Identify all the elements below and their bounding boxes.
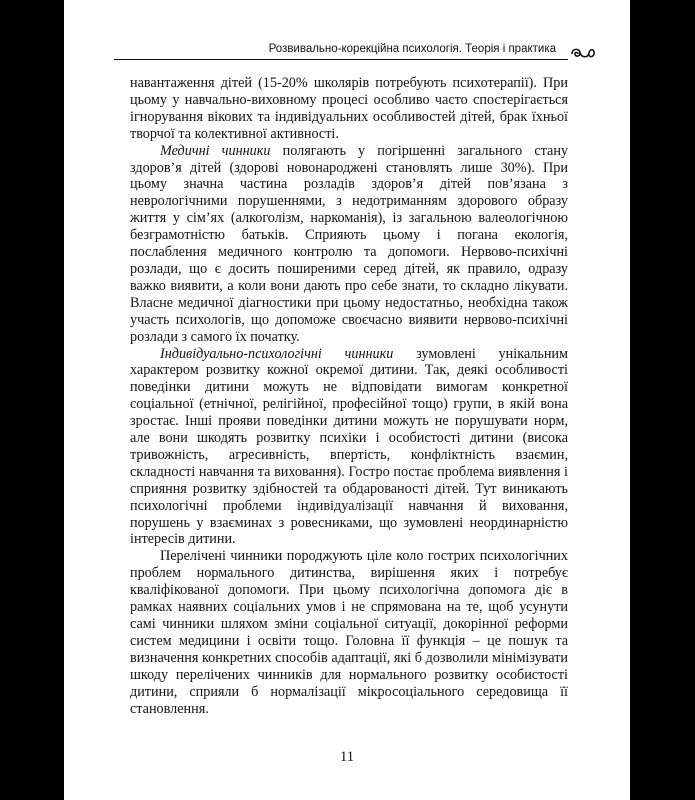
paragraph-lead-term: Медичні чинники	[160, 142, 271, 159]
paragraph-text: полягають у погіршенні загального стану здоров’я дітей (здорові новонароджені становлять лише 30%). При цьому значна частина розладів здоров’я дітей пов’язана з неврологічними порушеннями, з недотриманням здорового образу життя у сім’ях (алкоголізм, наркоманія), із загальною валеологічною безграмотністю батьків. Сприяють цьому і погана екологія, послаблення медичного контролю та допомоги. Нервово-психічні розлади, що є досить поширеними серед дітей, як правило, одразу важко виявити, а коли вони дають про себе знати, то складно лікувати. Власне медичної діагностики при цьому недостатньо, необхідна також участь психологів, що допоможе своєчасно виявити нервово-психічні розлади з самого їх початку.	[130, 142, 569, 345]
paragraph	[130, 75, 568, 143]
paragraph-lead-term: Індивідуально-психологічні чинники	[160, 345, 394, 362]
running-header	[114, 36, 596, 60]
header-rule	[114, 59, 568, 60]
page-number: 11	[340, 749, 354, 765]
paragraph-text: навантаження дітей (15-20% школярів потребують психотерапії). При цьому у навчально-виховному процесі особливо часто спостерігається ігнорування вікових та індивідуальних особливостей дітей, брак їхньої творчої та колективної активності.	[130, 75, 568, 142]
paragraph	[130, 346, 568, 549]
paragraph-text: зумовлені унікальним характером розвитку кожної окремої дитини. Так, деякі особливості поведінки дитини можуть не відповідати вимогам конкретної соціальної (етнічної, релігійної, професійної тощо) групи, в якій вона зростає. Інші прояви поведінки дитини можуть не порушувати норм, але вони шкодять розвитку психіки і особистості дитини (висока тривожність, агресивність, впертість, конфліктність взаємин, складності навчання та виховання). Гостро постає проблема виявлення і сприяння розвитку здібностей та обдарованості дітей. Тут виникають психологічні проблеми індивідуалізації навчання й виховання, порушень у взаєминах з ровесниками, що зумовлені неординарністю інтересів дитини.	[130, 345, 569, 548]
document-page	[64, 0, 630, 800]
paragraph	[130, 548, 568, 717]
header-title: Розвивально-корекційна психологія. Теорія і практика	[268, 43, 556, 55]
paragraph-text: Перелічені чинники породжують ціле коло гострих психологічних проблем нормального дитинства, вирішення яких і потребує кваліфікованої допомоги. При цьому психологічна допомога діє в рамках наявних соціальних умов і не спрямована на те, щоб усунути самі чинники шляхом зміни соціальної ситуації, докорінної реформи систем медицини і освіти тощо. Головна її функція – це пошук та визначення конкретних способів адаптації, які б дозволили мінімізувати шкоду перелічених чинників для нормального розвитку особистості дитини, сприяли б нормалізації мікросоціального середовища її становлення.	[130, 548, 568, 717]
body-text	[130, 75, 568, 717]
paragraph	[130, 143, 568, 346]
scroll-ornament-icon	[570, 45, 596, 61]
